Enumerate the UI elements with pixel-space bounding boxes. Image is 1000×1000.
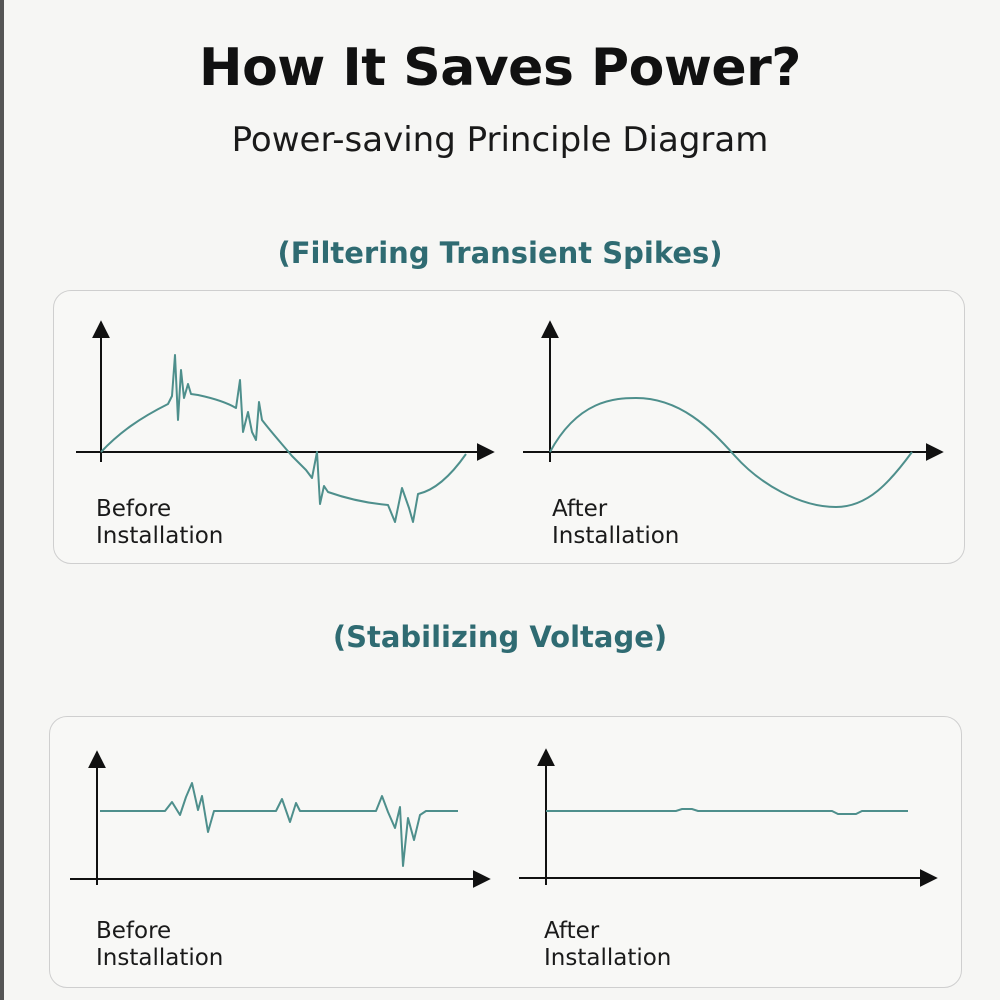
chart-stabilizing-before [70,752,489,885]
caption-filtering-before [96,496,223,550]
page-subtitle: Power-saving Principle Diagram [231,120,769,160]
caption-line: After [552,496,608,522]
chart-filtering-after [523,322,942,507]
unstable-voltage-line [100,783,458,866]
caption-line: Installation [96,945,224,971]
caption-line: Before [96,496,172,522]
caption-filtering-after [552,496,679,550]
caption-stabilizing-before [96,918,223,972]
caption-line: Installation [96,523,224,549]
caption-line: After [544,918,600,944]
chart-filtering-before [76,322,493,522]
caption-line: Installation [552,523,680,549]
section-title-stabilizing: (Stabilizing Voltage) [332,620,668,654]
stable-voltage-line [546,809,908,814]
caption-stabilizing-after [544,918,671,972]
page-title: How It Saves Power? [199,38,801,98]
caption-line: Before [96,918,172,944]
chart-stabilizing-after [519,750,936,885]
section-title-filtering: (Filtering Transient Spikes) [277,236,723,270]
caption-line: Installation [544,945,672,971]
